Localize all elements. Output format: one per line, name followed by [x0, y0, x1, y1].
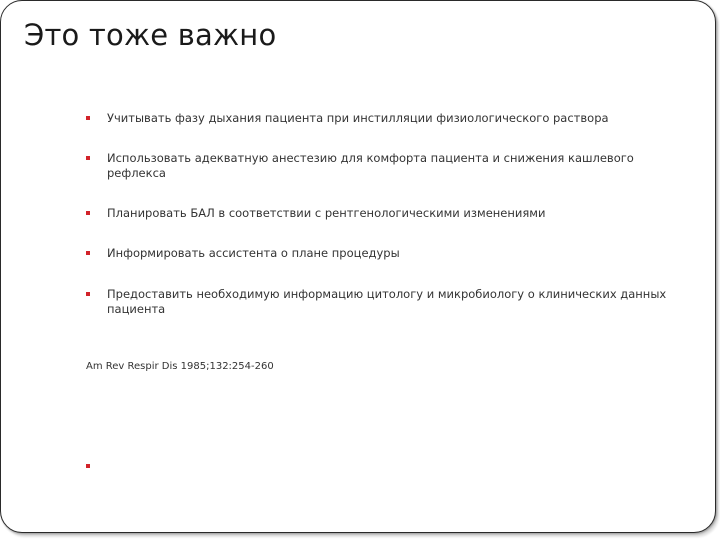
bullet-marker-icon: [86, 292, 90, 296]
bullet-text: Учитывать фазу дыхания пациента при инстилляции физиологического раствора: [107, 111, 609, 125]
bullet-item: [86, 246, 686, 261]
bullet-marker-icon: [86, 211, 90, 215]
bullet-marker-icon: [86, 116, 90, 120]
bullet-text: Предоставить необходимую информацию цитологу и микробиологу о клинических данных пациента: [107, 287, 667, 316]
bullet-text: Использовать адекватную анестезию для комфорта пациента и снижения кашлевого рефлекса: [107, 151, 634, 180]
bullet-text: Информировать ассистента о плане процедуры: [107, 246, 400, 260]
bullet-text: Планировать БАЛ в соответствии с рентгенологическими изменениями: [107, 206, 546, 220]
bullet-item: [86, 111, 686, 126]
bullet-marker-icon: [86, 156, 90, 160]
slide-title: Это тоже важно: [24, 18, 277, 52]
bullet-item: [86, 206, 686, 221]
bullet-item: [86, 151, 686, 181]
bullet-marker-icon: [86, 251, 90, 255]
citation-reference: Am Rev Respir Dis 1985;132:254-260: [86, 361, 274, 372]
bullet-item: [86, 287, 686, 317]
empty-bullet-marker-icon: [86, 464, 90, 468]
